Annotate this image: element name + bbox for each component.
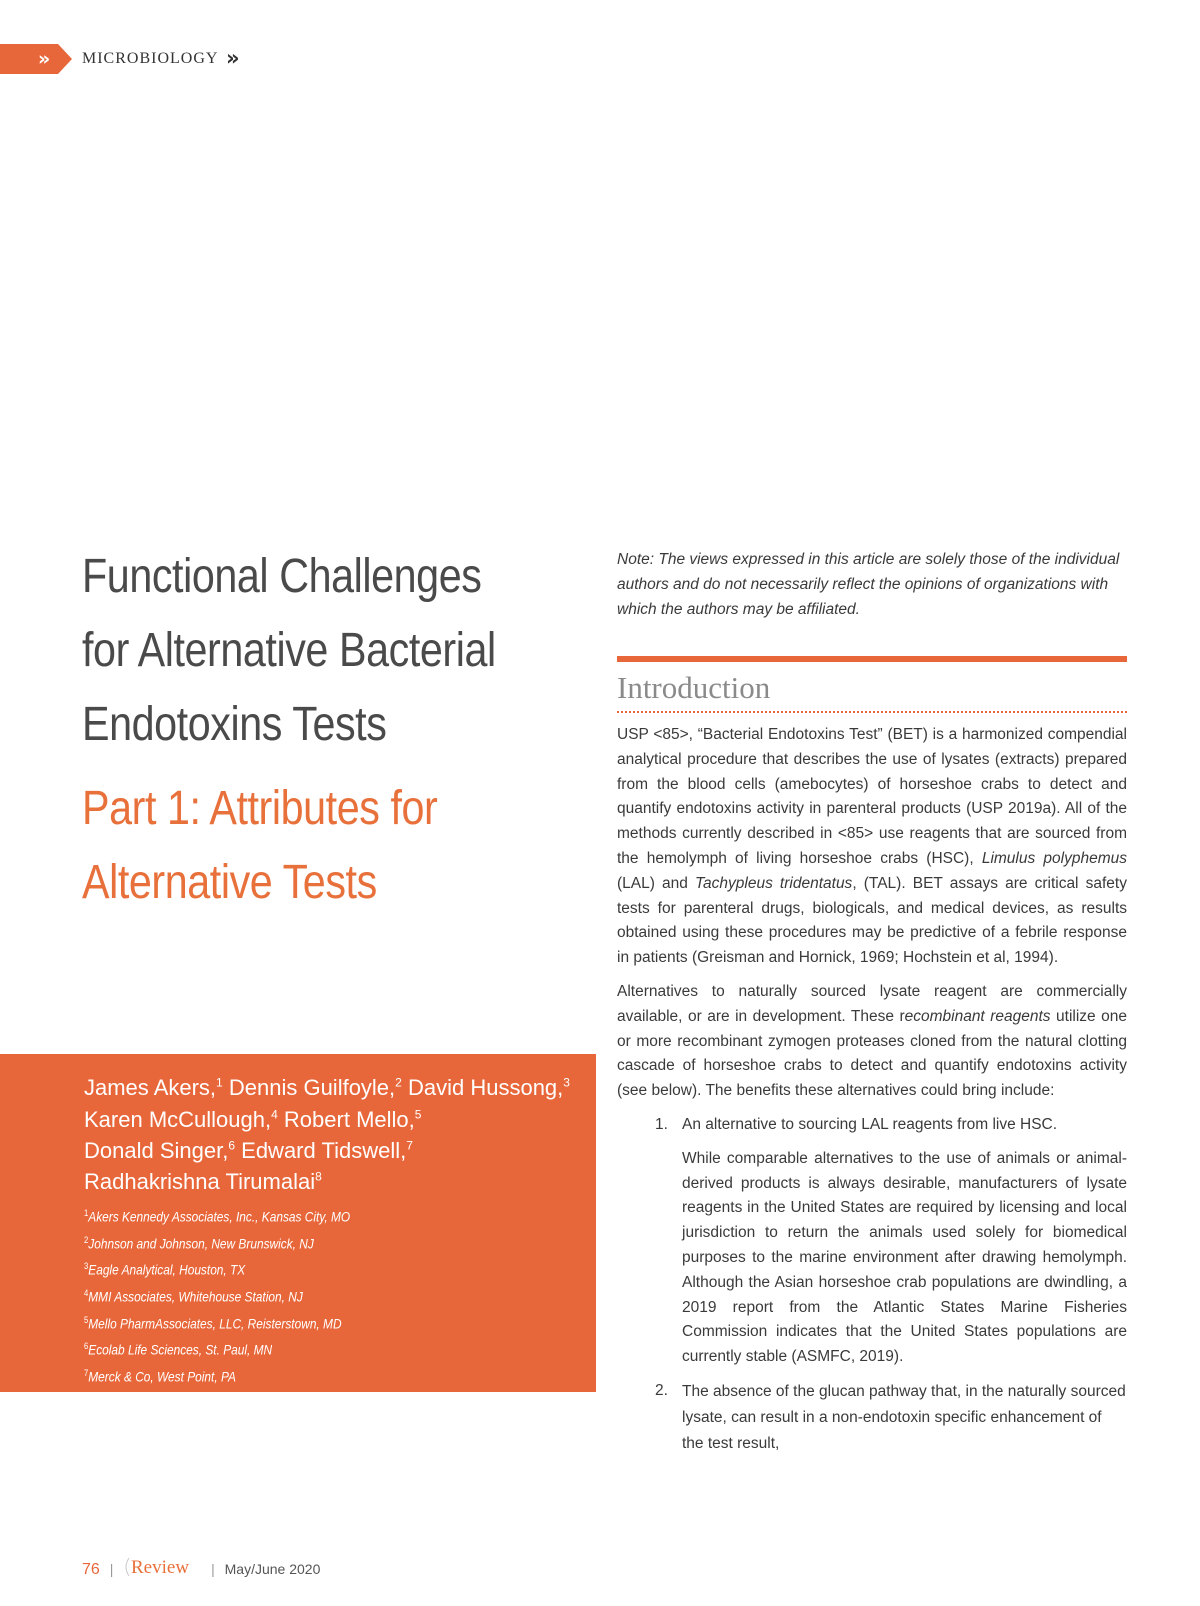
- affiliation: $^6$Ecolab Life Sciences, St. Paul, MN: [84, 1341, 273, 1358]
- double-chevron-right-icon: »: [226, 46, 240, 70]
- author: Dennis Guilfoyle,$^2$: [228, 1075, 402, 1101]
- list-item: [617, 1113, 1127, 1370]
- intro-paragraph-2: Alternatives to naturally sourced lysate reagent are commercially available, or are in development. These recombinant reagents utilize one or more recombinant zymogen proteases cloned from the natural clotting cascade of horseshoe crabs to detect and quantify endotoxins activity (see below). The benefits these alternatives could bring include:: [617, 982, 1127, 1100]
- affiliation: $^1$Akers Kennedy Associates, Inc., Kansas City, MO: [84, 1208, 351, 1225]
- section-tab: [0, 44, 72, 74]
- disclaimer-note: Note: The views expressed in this article are solely those of the individual authors and do not necessarily reflect the opinions of organizations with which the authors may be affiliated.: [617, 551, 1120, 618]
- affiliation: $^8$North Potomac, MD: [84, 1394, 193, 1412]
- article-title: Functional Challenges for Alternative Bacterial Endotoxins Tests: [82, 550, 496, 751]
- section-label: MICROBIOLOGY: [82, 50, 219, 67]
- page-number: 76: [82, 1561, 100, 1579]
- section-rule: [617, 656, 1127, 662]
- author: David Hussong,$^3$: [407, 1075, 570, 1101]
- introduction-heading: Introduction: [617, 670, 771, 705]
- intro-paragraph-1: USP <85>, “Bacterial Endotoxins Test” (BET) is a harmonized compendial analytical procedure that describes the use of lysates (extracts) prepared from the blood cells (amebocytes) of horseshoe crabs to detect and quantify endotoxins activity in parenteral products (USP 2019a). All of the methods currently described in <85> use reagents that are sourced from the hemolymph of living horseshoe crabs (HSC), Limulus polyphemus (LAL) and Tachypleus tridentatus, (TAL). BET assays are critical safety tests for parenteral drugs, biologicals, and medical devices, as results obtained using these procedures may be predictive of a febrile response in patients (Greisman and Hornick, 1969; Hochstein et al, 1994).: [617, 726, 1127, 967]
- author: Karen McCullough,$^4$: [84, 1106, 278, 1132]
- article-subtitle: Part 1: Attributes for Alternative Tests: [82, 782, 438, 909]
- section-tab-shape: [0, 44, 72, 74]
- affiliation: $^4$MMI Associates, Whitehouse Station, NJ: [84, 1287, 303, 1305]
- svg-text:Review: Review: [131, 1557, 190, 1578]
- dotted-divider: [617, 711, 1127, 713]
- list-number: 1.: [655, 1115, 668, 1133]
- authors-panel: [0, 1054, 596, 1412]
- list-item-text: The absence of the glucan pathway that, in the naturally sourced lysate, can result in a non-endotoxin specific enhancement of the test result,: [682, 1382, 1126, 1452]
- affiliation: $^2$Johnson and Johnson, New Brunswick, NJ: [84, 1234, 314, 1252]
- affiliation: $^3$Eagle Analytical, Houston, TX: [84, 1261, 246, 1278]
- review-logo-icon: [123, 1554, 201, 1583]
- author: Radhakrishna Tirumalai$^8$: [84, 1169, 322, 1195]
- affiliation: $^7$Merck & Co, West Point, PA: [84, 1367, 236, 1385]
- list-item-detail: While comparable alternatives to the use of animals or animal-derived products is always desirable, manufacturers of lysate reagents in the United States are required by licensing and local jurisdiction to return the animals used solely for biomedical purposes to the marine environment after drawing hemolymph. Although the Asian horseshoe crab populations are dwindling, a 2019 report from the Atlantic States Marine Fisheries Commission indicates that the United States populations are currently stable (ASMFC, 2019).: [682, 1149, 1127, 1366]
- affiliation: $^5$Mello PharmAssociates, LLC, Reisterstown, MD: [84, 1314, 342, 1332]
- footer-separator: |: [109, 1561, 114, 1578]
- page-footer: [82, 1556, 320, 1585]
- body-column: [617, 723, 1127, 1457]
- author: Donald Singer,$^6$: [84, 1137, 236, 1163]
- list-item-text: An alternative to sourcing LAL reagents from live HSC.: [682, 1115, 1058, 1133]
- benefits-list: [617, 1113, 1127, 1457]
- author: Edward Tidswell,$^7$: [241, 1137, 413, 1163]
- author: Robert Mello,$^5$: [283, 1106, 422, 1132]
- double-chevron-right-icon: »: [38, 48, 51, 70]
- affiliation-list: [84, 1202, 397, 1415]
- list-item: [617, 1379, 1127, 1457]
- list-number: 2.: [655, 1381, 668, 1399]
- author-list: [84, 1070, 604, 1195]
- footer-separator: |: [211, 1561, 215, 1578]
- issue-date: May/June 2020: [224, 1561, 321, 1578]
- author: James Akers,$^1$: [84, 1075, 223, 1101]
